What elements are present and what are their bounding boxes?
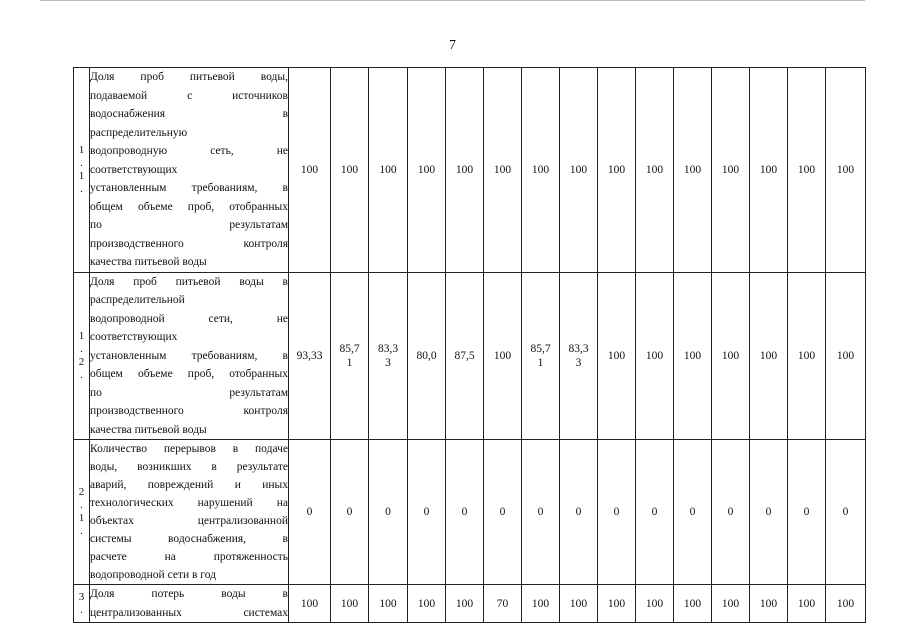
value-text: 100: [797, 597, 816, 610]
value-text: 100: [569, 163, 588, 176]
row-number-char: 2: [78, 486, 85, 498]
value-text: 0: [537, 506, 544, 518]
value-text: 1: [537, 356, 544, 369]
value-text: 100: [836, 597, 855, 610]
description-line: производственного контроля: [90, 237, 288, 250]
indicator-description: [90, 272, 289, 440]
description-line: соответствующих: [90, 163, 178, 176]
value-cell: [598, 585, 636, 623]
value-text: 100: [797, 163, 816, 176]
value-text: 100: [645, 349, 664, 362]
value-text: 100: [300, 163, 319, 176]
value-text: 85,7: [530, 342, 551, 355]
row-number-char: 1: [78, 329, 85, 342]
value-text: 100: [455, 597, 474, 610]
value-cell: [560, 440, 598, 585]
value-cell: [674, 272, 712, 440]
value-cell: [446, 585, 484, 623]
value-text: 100: [721, 597, 740, 610]
description-line: водоснабжения в: [90, 108, 288, 120]
value-cell: [289, 272, 331, 440]
value-cell: [598, 272, 636, 440]
value-cell: [788, 440, 826, 585]
value-text: 83,3: [377, 342, 399, 355]
value-cell: [446, 272, 484, 440]
table-row: [74, 68, 866, 273]
value-cell: [636, 272, 674, 440]
value-text: 0: [306, 506, 313, 518]
description-line: качества питьевой воды: [90, 256, 207, 268]
table-row: [74, 272, 866, 440]
value-text: 100: [759, 597, 778, 610]
value-text: 100: [721, 163, 740, 176]
indicators-table: [73, 67, 866, 623]
row-number: [74, 68, 90, 273]
value-cell: [598, 440, 636, 585]
value-cell: [369, 585, 408, 623]
value-text: 100: [797, 349, 816, 362]
row-number-char: 3: [78, 590, 85, 603]
value-cell: [826, 585, 866, 623]
value-cell: [560, 68, 598, 273]
value-text: 100: [683, 597, 702, 610]
description-line: подаваемой с источников: [90, 89, 288, 102]
value-cell: [289, 440, 331, 585]
value-text: 0: [765, 506, 772, 518]
description-line: по результатам: [90, 219, 288, 231]
row-number: [74, 440, 90, 585]
value-cell: [750, 68, 788, 273]
value-text: 0: [423, 506, 430, 518]
value-cell: [446, 68, 484, 273]
value-text: 100: [607, 597, 626, 610]
value-cell: [522, 440, 560, 585]
indicator-description: [90, 585, 289, 623]
description-line: водопроводной сети в год: [90, 569, 216, 581]
value-cell: [560, 272, 598, 440]
value-cell: [636, 440, 674, 585]
value-cell: [750, 272, 788, 440]
row-number-char: .: [80, 156, 83, 169]
row-number-char: .: [80, 342, 83, 355]
description-line: распределительную: [90, 126, 188, 139]
row-number-char: 1: [78, 169, 85, 182]
value-text: 100: [379, 597, 397, 610]
value-text: 0: [803, 506, 810, 518]
description-line: расчете на протяженность: [90, 551, 288, 563]
description-line: технологических нарушений на: [90, 497, 288, 509]
value-text: 100: [721, 349, 740, 362]
row-number-char: .: [80, 499, 83, 511]
value-text: 85,7: [339, 342, 360, 355]
row-number: [74, 272, 90, 440]
value-text: 100: [607, 349, 626, 362]
value-text: 87,5: [454, 349, 475, 362]
description-line: Доля проб питьевой воды,: [90, 71, 288, 83]
value-cell: [484, 68, 522, 273]
value-cell: [598, 68, 636, 273]
value-cell: [331, 440, 369, 585]
value-cell: [369, 68, 408, 273]
value-text: 100: [683, 349, 702, 362]
value-text: 100: [607, 163, 626, 176]
scan-top-edge: [40, 0, 865, 1]
value-cell: [446, 440, 484, 585]
page-number: 7: [449, 38, 456, 53]
value-cell: [289, 585, 331, 623]
value-cell: [331, 272, 369, 440]
value-text: 0: [613, 506, 620, 518]
description-line: аварий, повреждений и иных: [90, 479, 288, 491]
description-line: соответствующих: [90, 331, 178, 343]
value-text: 3: [385, 356, 391, 369]
value-cell: [674, 585, 712, 623]
value-text: 100: [417, 597, 436, 610]
description-line: воды, возникших в результате: [90, 461, 288, 473]
description-line: системы водоснабжения, в: [90, 533, 288, 545]
value-text: 0: [651, 506, 658, 518]
value-cell: [788, 68, 826, 273]
value-text: 100: [759, 349, 778, 362]
value-text: 100: [455, 163, 474, 176]
value-text: 100: [645, 163, 664, 176]
value-cell: [750, 585, 788, 623]
row-number-char: 1: [78, 512, 85, 524]
value-cell: [788, 272, 826, 440]
description-line: общем объеме проб, отобранных: [90, 200, 288, 213]
value-text: 93,33: [296, 349, 323, 362]
value-text: 100: [300, 597, 319, 610]
value-cell: [712, 68, 750, 273]
value-text: 100: [836, 163, 855, 176]
value-text: 80,0: [416, 349, 437, 362]
value-cell: [369, 272, 408, 440]
row-number-char: .: [80, 603, 83, 616]
value-text: 0: [575, 506, 582, 518]
value-cell: [826, 440, 866, 585]
description-line: общем объеме проб, отобранных: [90, 368, 288, 380]
row-number-char: .: [80, 182, 83, 195]
value-cell: [522, 68, 560, 273]
description-line: Количество перерывов в подаче: [90, 443, 288, 455]
value-cell: [522, 272, 560, 440]
value-cell: [712, 440, 750, 585]
value-text: 100: [531, 597, 550, 610]
description-line: водопроводной сети, не: [90, 312, 288, 325]
value-text: 100: [569, 597, 588, 610]
table-row: [74, 585, 866, 623]
value-text: 3: [575, 356, 582, 369]
value-cell: [408, 68, 446, 273]
value-text: 100: [340, 597, 359, 610]
value-cell: [674, 68, 712, 273]
value-cell: [560, 585, 598, 623]
value-text: 0: [727, 506, 734, 518]
value-text: 83,3: [568, 342, 589, 355]
value-cell: [289, 68, 331, 273]
value-cell: [369, 440, 408, 585]
value-cell: [522, 585, 560, 623]
indicator-description: [90, 440, 289, 585]
value-cell: [826, 68, 866, 273]
description-line: водопроводную сеть, не: [90, 145, 288, 157]
value-cell: [636, 585, 674, 623]
description-line: распределительной: [90, 294, 185, 306]
value-text: 0: [385, 506, 391, 518]
row-number-char: 1: [78, 143, 85, 156]
description-line: Доля потерь воды в: [90, 588, 288, 600]
value-text: 1: [346, 356, 353, 369]
value-cell: [484, 585, 522, 623]
value-cell: [331, 585, 369, 623]
row-number: [74, 585, 90, 623]
value-text: 100: [340, 163, 359, 176]
description-line: установленным требованиям, в: [90, 349, 288, 362]
description-line: качества питьевой воды: [90, 423, 207, 436]
value-text: 0: [499, 506, 506, 518]
description-line: централизованных системах: [90, 606, 288, 619]
value-cell: [408, 585, 446, 623]
value-cell: [826, 272, 866, 440]
value-cell: [788, 585, 826, 623]
value-cell: [712, 585, 750, 623]
value-cell: [674, 440, 712, 585]
value-cell: [636, 68, 674, 273]
value-text: 100: [836, 349, 855, 362]
row-number-char: .: [80, 368, 83, 381]
value-cell: [712, 272, 750, 440]
value-cell: [331, 68, 369, 273]
value-text: 0: [689, 506, 696, 518]
row-number-char: .: [80, 525, 83, 537]
value-cell: [484, 440, 522, 585]
description-line: установленным требованиям, в: [90, 182, 288, 194]
value-text: 0: [842, 506, 849, 518]
value-text: 100: [493, 163, 512, 176]
value-cell: [484, 272, 522, 440]
description-line: объектах централизованной: [90, 515, 288, 527]
value-text: 100: [379, 163, 397, 176]
table-row: [74, 440, 866, 585]
value-text: 0: [346, 506, 353, 518]
value-text: 100: [417, 163, 436, 176]
value-cell: [408, 440, 446, 585]
value-cell: [408, 272, 446, 440]
description-line: производственного контроля: [90, 405, 288, 417]
row-number-char: 2: [78, 355, 85, 368]
indicator-description: [90, 68, 289, 273]
value-text: 70: [496, 597, 509, 610]
value-cell: [750, 440, 788, 585]
value-text: 100: [531, 163, 550, 176]
value-text: 100: [759, 163, 778, 176]
value-text: 100: [493, 349, 512, 362]
value-text: 100: [645, 597, 664, 610]
value-text: 100: [683, 163, 702, 176]
value-text: 0: [461, 506, 468, 518]
description-line: по результатам: [90, 386, 288, 399]
description-line: Доля проб питьевой воды в: [90, 275, 288, 288]
